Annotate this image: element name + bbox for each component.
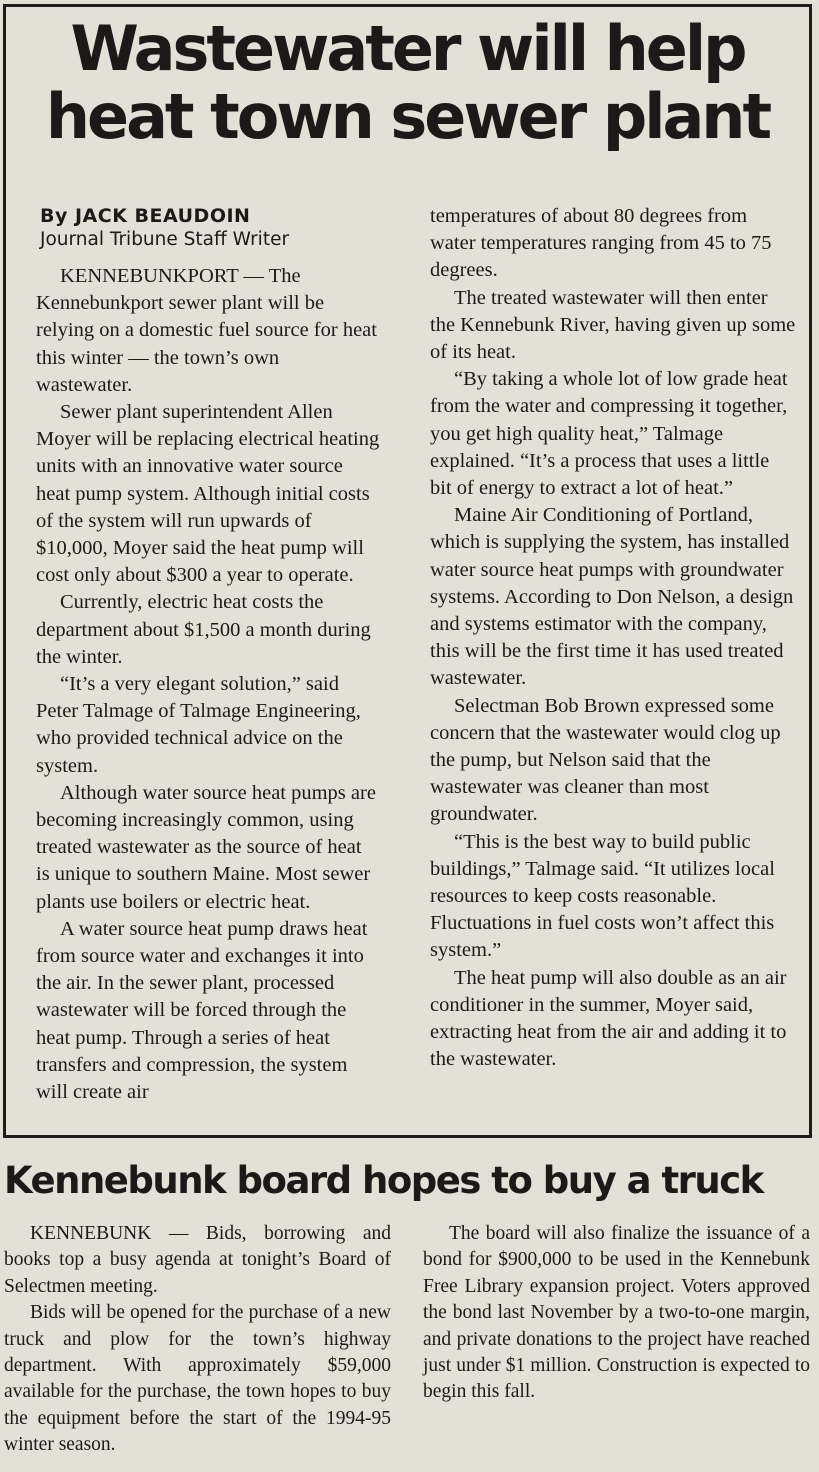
paragraph: Although water source heat pumps are becoming increasingly common, using treated wastewater as the source of heat is unique to southern Maine. Most sewer plants use boilers or electric heat. [36,781,376,913]
headline-line-2: heat town sewer plant [45,80,770,153]
paragraph: Selectman Bob Brown expressed some concern that the wastewater would clog up the pump, but Nelson said that the wastewater was cleaner than most groundwater. [430,694,781,826]
article-wastewater [3,4,812,1138]
byline-author: By JACK BEAUDOIN [40,205,251,227]
paragraph: Sewer plant superintendent Allen Moyer will be replacing electrical heating units with an innovative water source heat pump system. Although initial costs of the system will run upwards of $10,000, Moyer said the heat pump will cost only about $300 a year to operate. [36,401,380,587]
paragraph: “By taking a whole lot of low grade heat from the water and compressing it together, you get high quality heat,” Talmage explained. “It’s a process that uses a little bit of energy to extract a lot of heat.” [430,368,788,500]
article-headline [6,12,809,153]
paragraph: Currently, electric heat costs the department about $1,500 a month during the winter. [36,591,371,668]
paragraph: temperatures of about 80 degrees from water temperatures ranging from 45 to 75 degrees. [430,205,772,282]
paragraph: KENNEBUNK — Bids, borrowing and books top a busy agenda at tonight’s Board of Selectmen meeting. [4,1223,391,1297]
article-column-1 [36,263,380,1106]
paragraph: The treated wastewater will then enter the Kennebunk River, having given up some of its heat. [430,286,796,364]
article-truck-column-1 [4,1221,391,1459]
paragraph: Maine Air Conditioning of Portland, which is supplying the system, has installed water source heat pumps with groundwater systems. According to Don Nelson, a design and systems estimator with the company, this will be the first time it has used treated wastewater. [430,504,794,690]
paragraph: Bids will be opened for the purchase of a new truck and plow for the town’s highway department. With approximately $59,000 available for the purchase, the town hopes to buy the equipment before the start of the 1994-95 winter season. [4,1302,391,1456]
article-truck-column-2 [423,1221,810,1406]
paragraph: A water source heat pump draws heat from source water and exchanges it into the air. In the sewer plant, processed wastewater will be forced through the heat pump. Through a series of heat transfers and compression, the system will create air [36,917,368,1104]
paragraph: The heat pump will also double as an air conditioner in the summer, Moyer said, extracting heat from the air and adding it to the wastewater. [430,966,787,1071]
paragraph: The board will also finalize the issuance of a bond for $900,000 to be used in the Kennebunk Free Library expansion project. Voters approved the bond last November by a two-to-one margin, and private donations to the project have reached just under $1 million. Construction is expected to begin this fall. [423,1223,810,1403]
article-headline-truck: Kennebunk board hopes to buy a truck [4,1159,763,1202]
paragraph: “It’s a very elegant solution,” said Peter Talmage of Talmage Engineering, who provided technical advice on the system. [36,673,361,777]
paragraph: “This is the best way to build public buildings,” Talmage said. “It utilizes local resources to keep costs reasonable. Fluctuations in fuel costs won’t affect this system.” [430,830,775,962]
headline-line-1: Wastewater will help [70,12,745,85]
byline-role: Journal Tribune Staff Writer [40,229,290,250]
byline [40,204,370,252]
paragraph: KENNEBUNKPORT — The Kennebunkport sewer plant will be relying on a domestic fuel source for heat this winter — the town’s own wastewater. [36,265,377,396]
article-column-2 [430,203,796,1074]
